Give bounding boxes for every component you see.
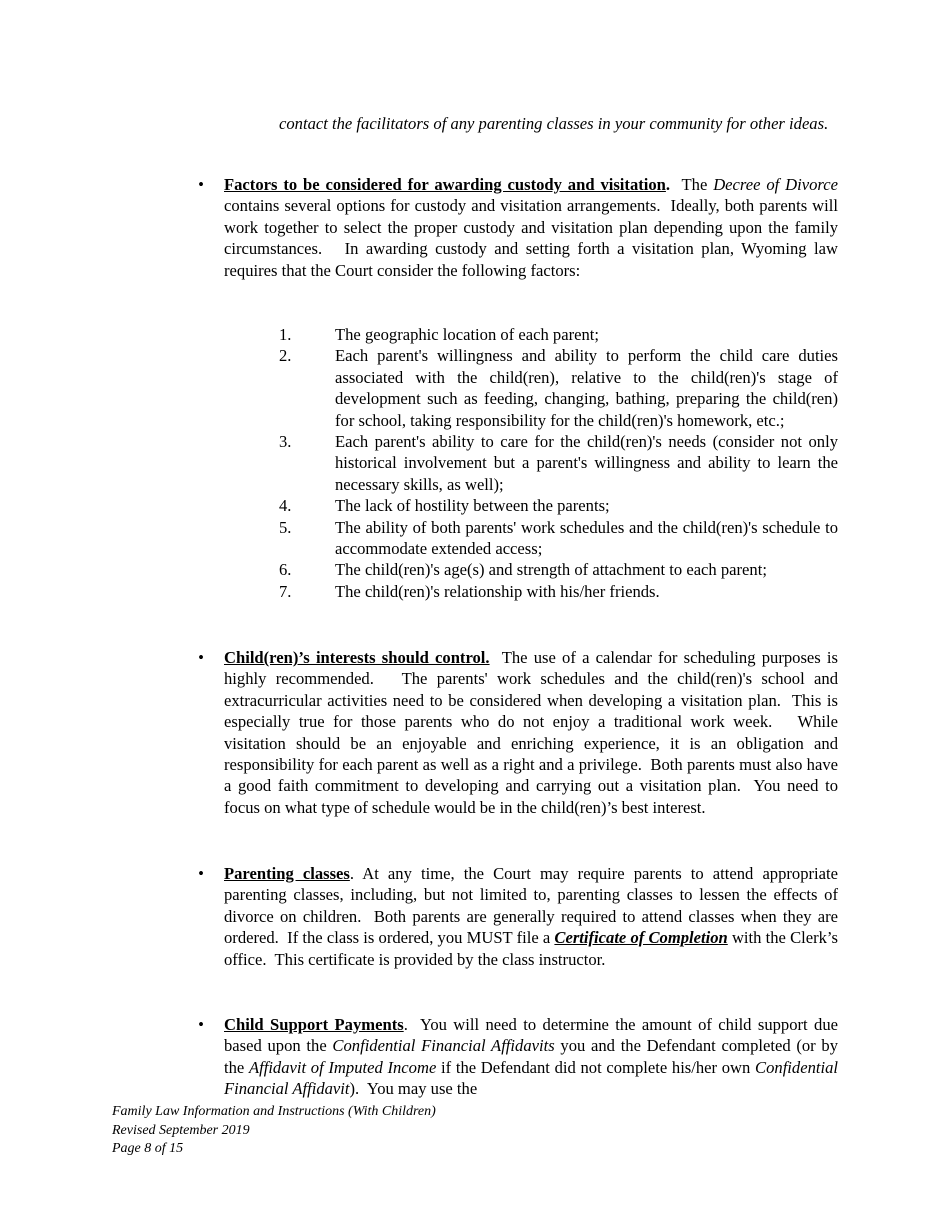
list-item-text: Each parent's willingness and ability to perform the child care duties associated with the child(ren), relative to the child(ren)'s stage of development such as feeding, changing, bathing, preparing the child(ren) for school, taking responsibility for the child(ren)'s homework, etc.; — [335, 346, 838, 430]
bullet-icon: • — [198, 648, 204, 667]
factors-list — [279, 324, 838, 602]
footer-revision: Revised September 2019 — [112, 1122, 250, 1138]
page-footer — [112, 1103, 436, 1159]
list-item-number: 2. — [279, 346, 292, 366]
child-support-body-4: ). You may use the — [349, 1079, 478, 1099]
factors-text-start: The — [670, 175, 714, 194]
list-item — [279, 517, 838, 560]
list-item-text: The geographic location of each parent; — [335, 325, 599, 344]
list-item-text: Each parent's ability to care for the child(ren)'s needs (consider not only historical involvement but a parent's willingness and ability to learn the necessary skills, as well); — [335, 432, 838, 494]
child-support-heading: Child Support Payments — [224, 1015, 404, 1034]
list-item-text: The child(ren)'s age(s) and strength of attachment to each parent; — [335, 560, 767, 580]
list-item-number: 3. — [279, 432, 292, 452]
list-item-number: 1. — [279, 325, 292, 344]
parenting-classes-section — [198, 863, 843, 970]
factors-heading-punct: . — [665, 175, 671, 194]
intro-paragraph: contact the facilitators of any parenting classes in your community for other ideas. — [279, 114, 829, 133]
list-item — [279, 581, 838, 602]
bullet-icon: • — [198, 1015, 204, 1034]
parenting-classes-heading: Parenting classes — [224, 864, 350, 883]
interests-section — [198, 647, 843, 818]
child-support-body-2: you and the Defendant completed (or by the — [224, 1036, 843, 1077]
interests-heading: Child(ren)’s interests should control. — [224, 648, 490, 667]
list-item-number: 6. — [279, 560, 292, 580]
list-item — [279, 559, 838, 580]
footer-page-number: Page 8 of 15 — [112, 1141, 184, 1156]
decree-of-divorce-ref: Decree of Divorce — [713, 175, 838, 194]
list-item-number: 4. — [279, 496, 292, 516]
factors-section — [198, 174, 843, 281]
list-item-number: 5. — [279, 517, 292, 537]
parenting-classes-body-1: . At any time, the Court may require parents to attend appropriate parenting classes, including, but not limited to, parenting classes to lessen the effects of divorce on children. Both parents are generally required to attend classes when they are ordered. If the class is ordered, you MUST file a — [224, 864, 843, 948]
list-item-number: 7. — [279, 581, 292, 601]
child-support-body-3: if the Defendant did not complete his/her own — [436, 1057, 756, 1077]
list-item — [279, 324, 838, 345]
footer-title: Family Law Information and Instructions (With Children) — [112, 1104, 436, 1119]
list-item-text: The lack of hostility between the parents; — [335, 496, 610, 516]
parenting-classes-body-2: with the Clerk’s office. This certificate is provided by the class instructor. — [224, 928, 843, 969]
affidavit-imputed-income-ref: Affidavit of Imputed Income — [248, 1057, 437, 1077]
list-item — [279, 345, 838, 431]
bullet-icon: • — [198, 175, 204, 194]
list-item-text: The child(ren)'s relationship with his/her friends. — [335, 581, 660, 601]
factors-body: contains several options for custody and visitation arrangements. Ideally, both parents will work together to select the proper custody and visitation plan depending upon the family circumstances. In awarding custody and setting forth a visitation plan, Wyoming law requires that the Court consider the following factors: — [224, 175, 843, 280]
list-item — [279, 431, 838, 495]
bullet-icon: • — [198, 864, 204, 883]
factors-heading: Factors to be considered for awarding custody and visitation — [224, 175, 666, 194]
list-item-text: The ability of both parents' work schedules and the child(ren)'s schedule to accommodate extended access; — [335, 517, 838, 559]
child-support-body-1: . You will need to determine the amount of child support due based upon the — [224, 1015, 843, 1056]
certificate-of-completion-ref: Certificate of Completion — [554, 928, 728, 948]
cfa-plural-ref: Confidential Financial Affidavits — [332, 1036, 555, 1056]
cfa-ref: Confidential Financial Affidavit — [224, 1057, 838, 1099]
child-support-section — [198, 1014, 843, 1100]
interests-body: The use of a calendar for scheduling purposes is highly recommended. The parents' work schedules and the child(ren)'s school and extracurricular activities need to be considered when developing a visitation plan. This is especially true for those parents who do not enjoy a traditional work week. While visitation should be an enjoyable and enriching experience, it is an obligation and responsibility for each parent as well as a right and a privilege. Both parents must also have a good faith commitment to developing and carrying out a visitation plan. You need to focus on what type of schedule would be in the child(ren)’s best interest. — [224, 648, 843, 817]
list-item — [279, 495, 838, 516]
